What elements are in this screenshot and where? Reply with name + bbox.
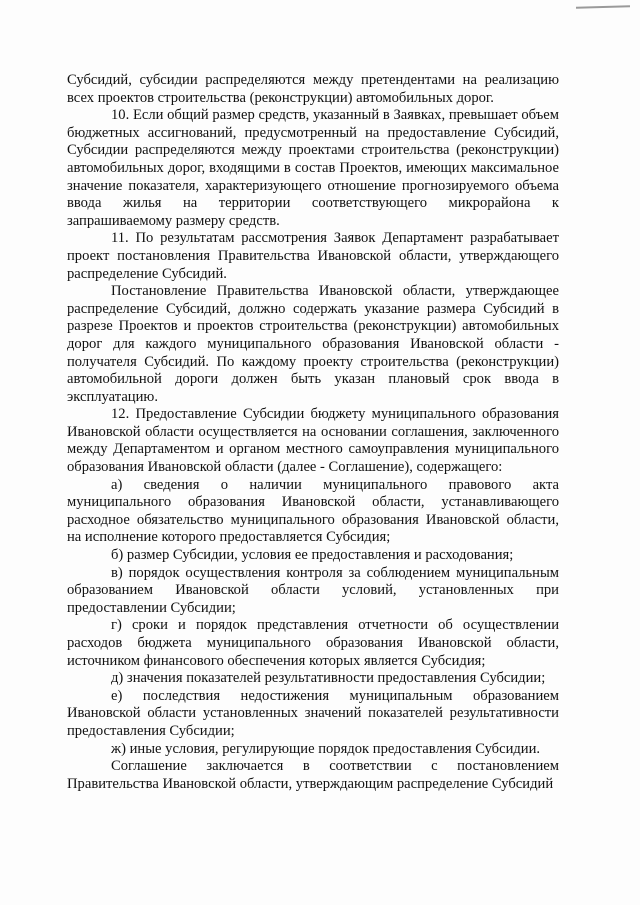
list-item-g: г) сроки и порядок представления отчетности об осуществлении расходов бюджета муниципального образования Ивановской области, источником финансового обеспечения которых является Субсидия; [67,617,559,669]
list-item-a: а) сведения о наличии муниципального правового акта муниципального образования Ивановской области, устанавливающего расходное обязательство муниципального образования Ивановской области, на исполнение которого предоставляется Субсидия; [67,476,559,546]
list-item-d: д) значения показателей результативности предоставления Субсидии; [111,670,546,687]
list-item-v: в) порядок осуществления контроля за соблюдением муниципальным образованием Ивановской области условий, установленных при предоставлении Субсидии; [67,564,559,616]
list-item-b: б) размер Субсидии, условия ее предоставления и расходования; [111,547,514,564]
scan-edge-mark [576,5,630,8]
paragraph-continuation: Субсидий, субсидии распределяются между претендентами на реализацию всех проектов строительства (реконструкции) автомобильных дорог. [67,72,559,106]
paragraph-item-11: 11. По результатам рассмотрения Заявок Департамент разрабатывает проект постановления Правительства Ивановской области, утверждающего распределение Субсидий. [67,230,559,282]
list-item-e: е) последствия недостижения муниципальным образованием Ивановской области установленных значений показателей результативности предоставления Субсидии; [67,687,559,739]
paragraph-resolution-content: Постановление Правительства Ивановской области, утверждающее распределение Субсидий, должно содержать указание размера Субсидий в разрезе Проектов и проектов строительства (реконструкции) автомобильных дорог для каждого муниципального образования Ивановской области - получателя Субсидий. По каждому проекту строительства (реконструкции) автомобильной дороги должен быть указан плановый срок ввода в эксплуатацию. [67,283,559,405]
document-page [67,72,559,793]
paragraph-item-12: 12. Предоставление Субсидии бюджету муниципального образования Ивановской области осуществляется на основании соглашения, заключенного между Департаментом и органом местного самоуправления муниципального образования Ивановской области (далее - Соглашение), содержащего: [67,406,559,476]
paragraph-item-10: 10. Если общий размер средств, указанный в Заявках, превышает объем бюджетных ассигнований, предусмотренный на предоставление Субсидий, Субсидии распределяются между проектами строительства (реконструкции) автомобильных дорог, входящими в состав Проектов, имеющих максимальное значение показателя, характеризующего отношение прогнозируемого объема ввода жилья на территории соответствующего микрорайона к запрашиваемому размеру средств. [67,107,559,229]
list-item-zh: ж) иные условия, регулирующие порядок предоставления Субсидии. [111,740,541,757]
paragraph-agreement: Соглашение заключается в соответствии с постановлением Правительства Ивановской области, утверждающим распределение Субсидий [67,758,559,792]
